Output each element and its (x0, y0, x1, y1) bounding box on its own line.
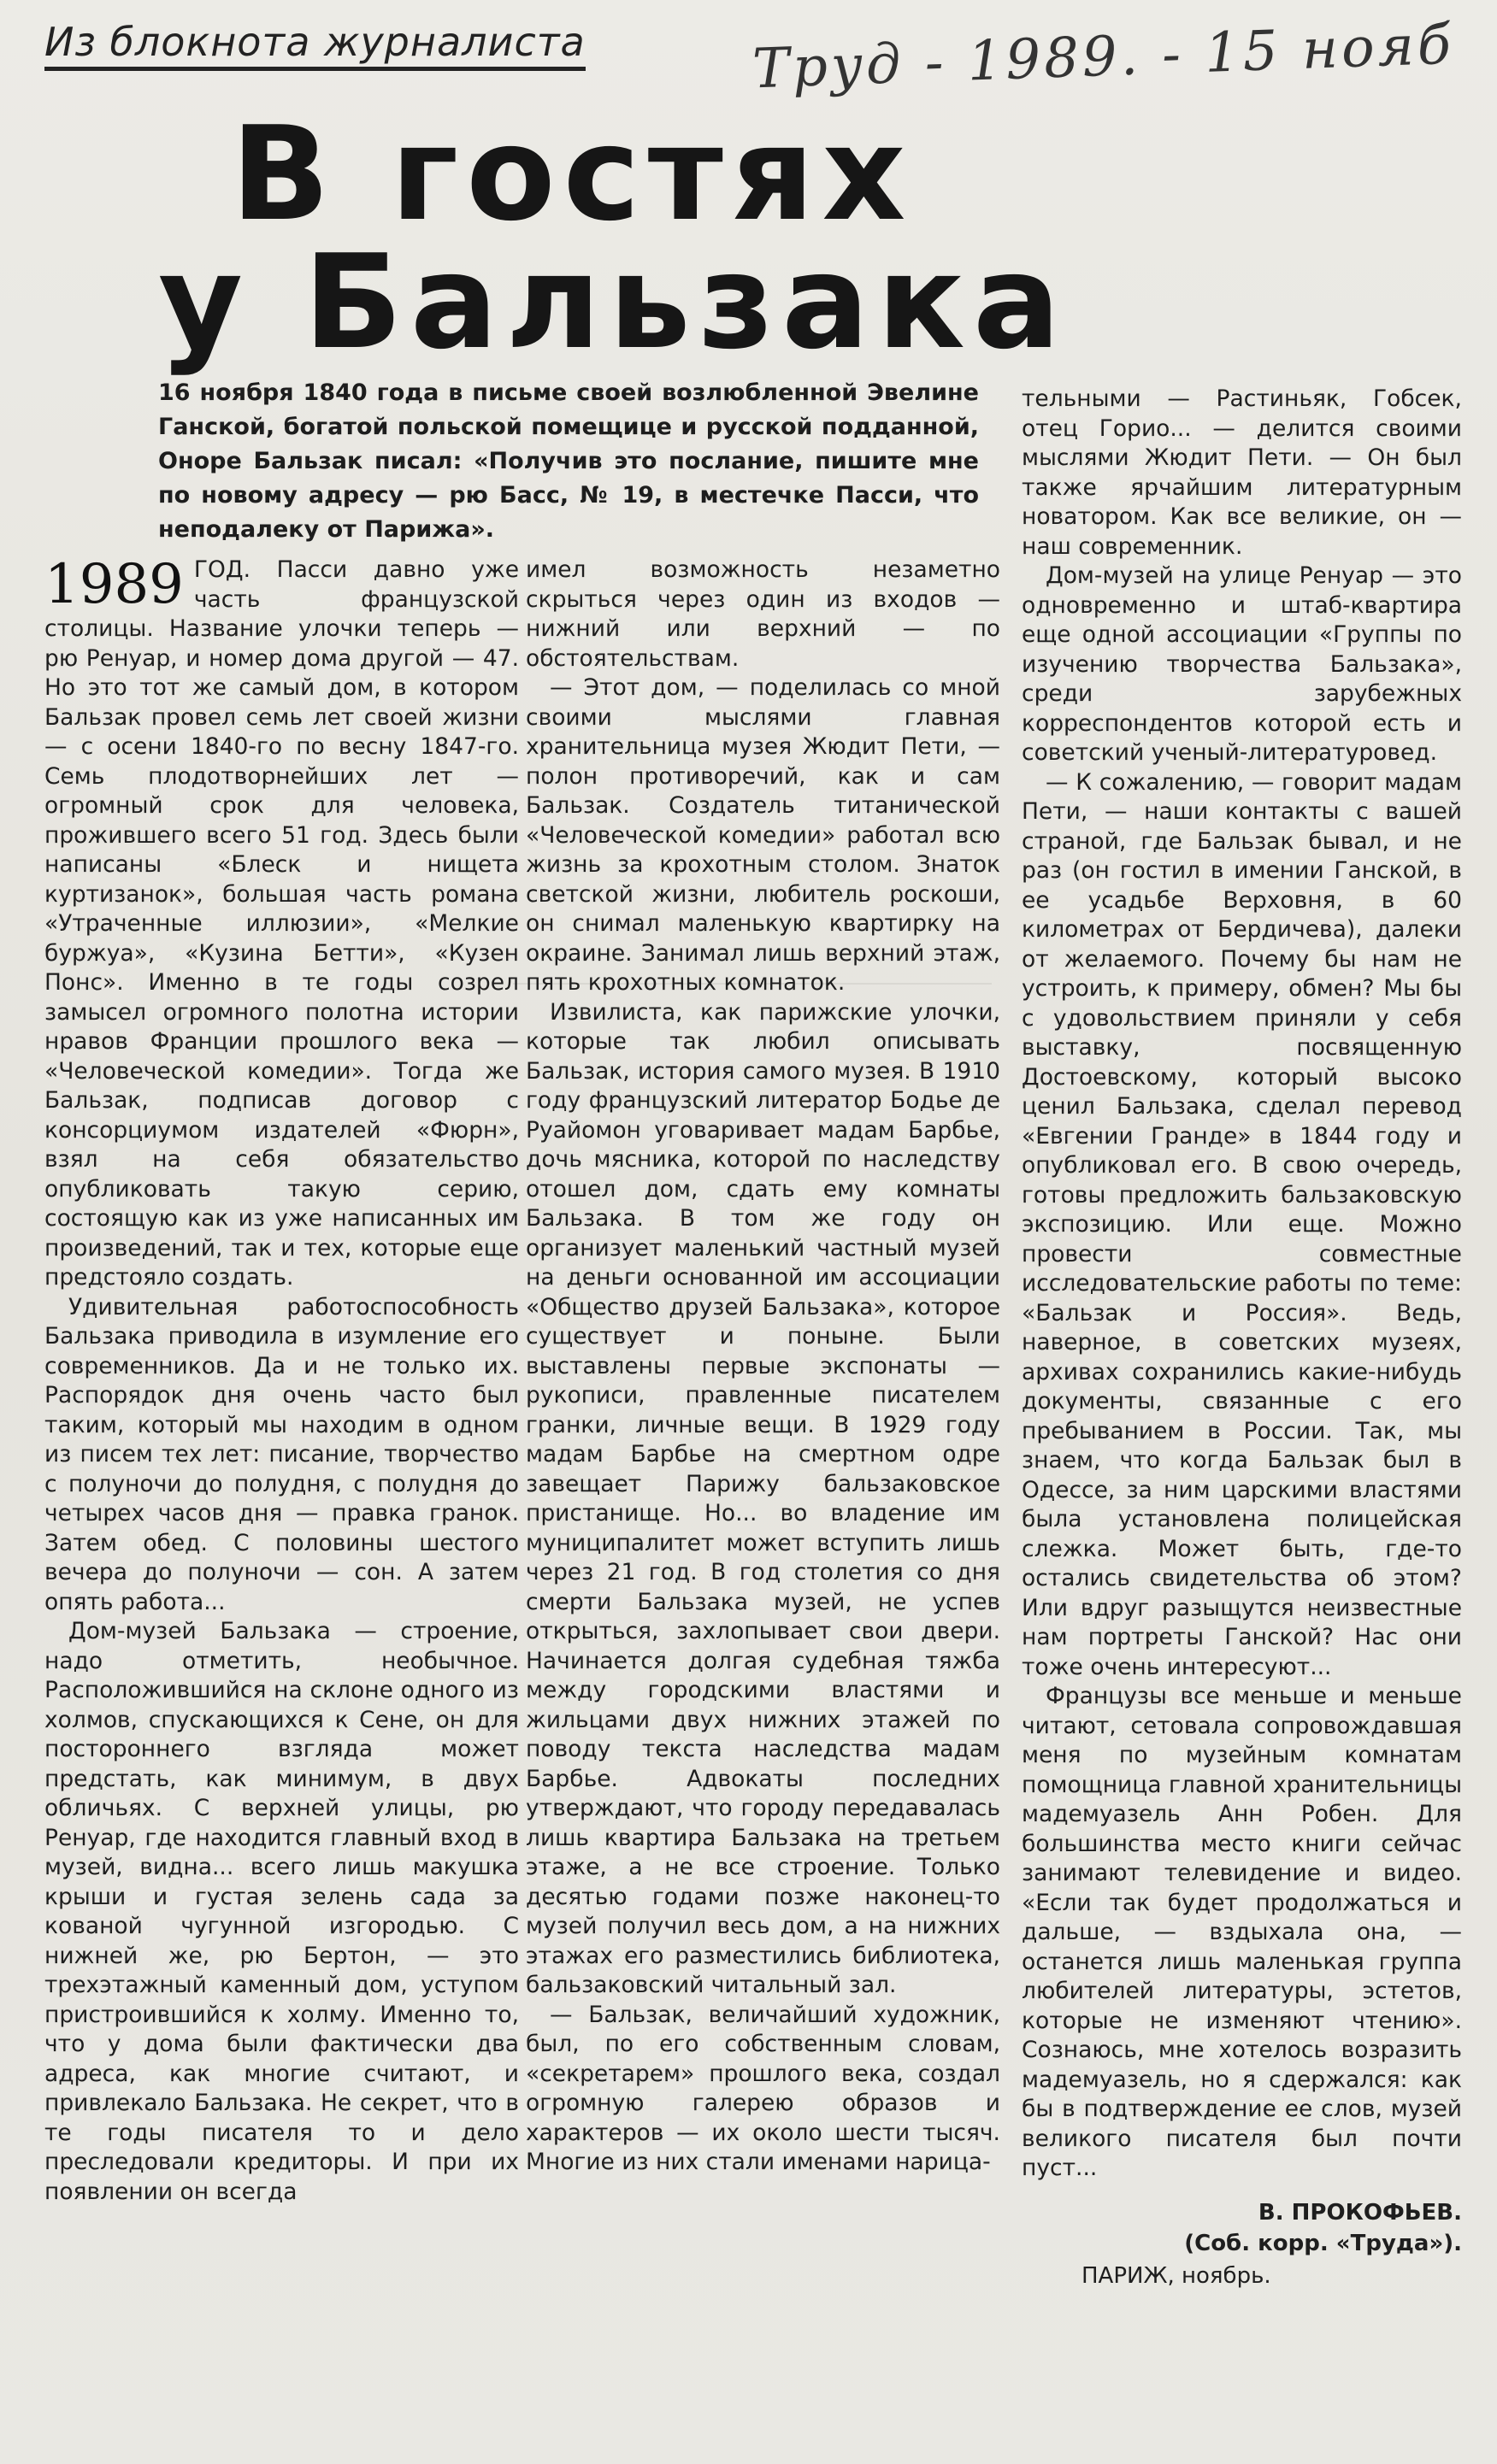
year-drop-cap: 1989 (44, 553, 184, 616)
handwritten-note: Труд - 1989. - 15 нояб (751, 13, 1456, 102)
author-signature (1022, 2197, 1462, 2259)
article-lead: 16 ноября 1840 года в письме своей возлюбленной Эвелине Ганской, богатой польской помещице и русской подданной, Оноре Бальзак писал: «Получив это послание, пишите мне по новому адресу — рю Басс, № 19, в местечке Пасси, что неподалеку от Парижа». (158, 379, 979, 543)
author-position: (Соб. корр. «Труда»). (1184, 2230, 1462, 2256)
column-3 (1022, 385, 1462, 2293)
paragraph: — Бальзак, величайший художник, был, по его собственным словам, «секретарем» прошлого века, создал огромную галерею образов и характеров — их около шести тысяч. Многие из них стали именами нарица- (526, 2001, 1000, 2175)
paragraph: — К сожалению, — говорит мадам Пети, — наши контакты с вашей страной, где Бальзак бывал, и не раз (он гостил в имении Ганской, в ее усадьбе Верховня, в 60 километрах от Бердичева), далеки от желаемого. Почему бы нам не устроить, к примеру, обмен? Мы бы с удовольствием приняли у себя выставку, посвященную Достоевскому, который высоко ценил Бальзака, сделал перевод «Евгении Гранде» в 1844 году и опубликовал его. В свою очередь, готовы предложить бальзаковскую экспозицию. Или еще. Можно провести совместные исследовательские работы по теме: «Бальзак и Россия». Ведь, наверное, в советских музеях, архивах сохранились какие-нибудь документы, связанные с его пребыванием в России. Так, мы знаем, что когда Бальзак был в Одессе, за ним царскими властями была установлена полицейская слежка. Может быть, где-то остались свидетельства об этом? Или вдруг разыщутся неизвестные нам портреты Ганской? Нас они тоже очень интересуют... (1022, 768, 1462, 1680)
paragraph: Извилиста, как парижские улочки, которые так любил описывать Бальзак, история самого музея. В 1910 году французский литератор Бодье де Руайомон уговаривает мадам Барбье, дочь мясника, которой по наследству отошел дом, сдать ему комнаты Бальзака. В том же году он организует маленький частный музей на деньги основанной им ассоциации «Общество друзей Бальзака», которое существует и поныне. Были выставлены первые экспонаты — рукописи, правленные писателем гранки, личные вещи. В 1929 году мадам Барбье на смертном одре завещает Парижу бальзаковское пристанище. Но... во владение им муниципалитет может вступить лишь через 21 год. В год столетия со дня смерти Бальзака музей, не успев открыться, захлопывает свои двери. Начинается долгая судебная тяжба между городскими властями и жильцами двух нижних этажей по поводу текста наследства мадам Барбье. Адвокаты последних утверждают, что городу передавалась лишь квартира Бальзака на третьем этаже, а не все строение. Только десятью годами позже наконец-то музей получил весь дом, а на нижних этажах его разместились библиотека, бальзаковский читальный зал. (526, 998, 1000, 1998)
rubric-heading: Из блокнота журналиста (44, 19, 586, 71)
author-name: В. ПРОКОФЬЕВ. (1258, 2199, 1462, 2226)
column-1 (44, 553, 519, 2207)
column-2 (526, 556, 1000, 2178)
paragraph: ГОД. Пасси давно уже часть французской столицы. Название улочки теперь — рю Ренуар, и номер дома другой — 47. Но это тот же самый дом, в котором Бальзак провел семь лет своей жизни — с осени 1840-го по весну 1847-го. Семь плодотворнейших лет — огромный срок для человека, прожившего всего 51 год. Здесь были написаны «Блеск и нищета куртизанок», большая часть романа «Утраченные иллюзии», «Мелкие буржуа», «Кузина Бетти», «Кузен Понс». Именно в те годы созрел замысел огромного полотна истории нравов Франции прошлого века — «Человеческой комедии». Тогда же Бальзак, подписав договор с консорциумом издателей «Фюрн», взял на себя обязательство опубликовать такую серию, состоящую как из уже написанных им произведений, так и тех, которые еще предстояло создать. (44, 556, 519, 1291)
paragraph: Удивительная работоспособность Бальзака приводила в изумление его современников. Да и не только их. Распорядок дня очень часто был таким, который мы находим в одном из писем тех лет: писание, творчество с полуночи до полудня, с полудня до четырех часов дня — правка гранок. Затем обед. С половины шестого вечера до полуночи — сон. А затем опять работа... (44, 1293, 519, 1615)
headline-line-1: В гостях (231, 98, 914, 250)
paragraph: Дом-музей на улице Ренуар — это одновременно и штаб-квартира еще одной ассоциации «Группы по изучению творчества Бальзака», среди зарубежных корреспондентов которой есть и советский ученый-литературовед. (1022, 562, 1462, 766)
headline-line-2: у Бальзака (158, 226, 1069, 378)
paragraph: — Этот дом, — поделилась со мной своими мыслями главная хранительница музея Жюдит Пети, — полон противоречий, как и сам Бальзак. Создатель титанической «Человеческой комедии» работал всю жизнь за крохотным столом. Знаток светской жизни, любитель роскоши, он снимал маленькую квартирку на окраине. Занимал лишь верхний этаж, пять крохотных комнаток. (526, 674, 1000, 996)
paragraph: Дом-музей Бальзака — строение, надо отметить, необычное. Расположившийся на склоне одного из холмов, спускающихся к Сене, он для постороннего взгляда может предстать, как минимум, в двух обличьях. С верхней улицы, рю Ренуар, где находится главный вход в музей, видна... всего лишь макушка крыши и густая зелень сада за кованой чугунной изгородью. С нижней же, рю Бертон, — это трехэтажный каменный дом, уступом пристроившийся к холму. Именно то, что у дома были фактически два адреса, как многие считают, и привлекало Бальзака. Не секрет, что в те годы писателя то и дело преследовали кредиторы. И при их появлении он всегда (44, 1618, 519, 2205)
paragraph: тельными — Растиньяк, Гобсек, отец Горио... — делится своими мыслями Жюдит Пети. — Он был также ярчайшим литературным новатором. Как все великие, он — наш современник. (1022, 385, 1462, 560)
paragraph: имел возможность незаметно скрыться через один из входов — нижний или верхний — по обстоятельствам. (526, 556, 1000, 672)
paragraph: Французы все меньше и меньше читают, сетовала сопровождавшая меня по музейным комнатам помощница главной хранительницы мадемуазель Анн Робен. Для большинства место книги сейчас занимают телевидение и видео. «Если так будет продолжаться и дальше, — вздыхала она, — останется лишь маленькая группа любителей литературы, эстетов, которые не изменяют чтению». Сознаюсь, мне хотелось возразить мадемуазель, но я сдержался: как бы в подтверждение ее слов, музей великого писателя был почти пуст... (1022, 1683, 1462, 2181)
dateline: ПАРИЖ, ноябрь. (1081, 2262, 1271, 2289)
